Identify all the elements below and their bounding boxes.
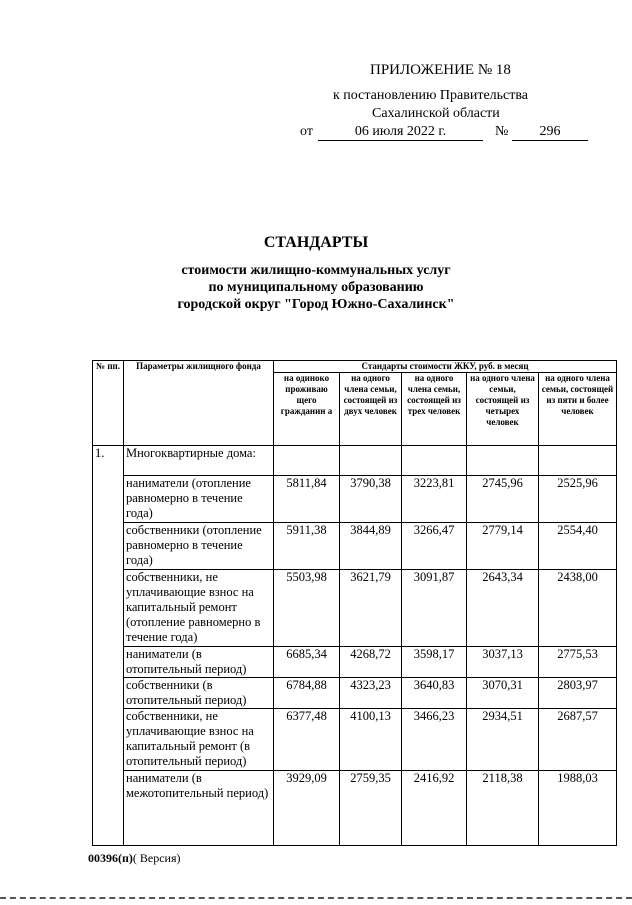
row-value: 4100,13 bbox=[340, 709, 402, 771]
row-value: 2416,92 bbox=[402, 771, 467, 846]
header-number: № пп. bbox=[93, 361, 124, 446]
row-value: 2525,96 bbox=[539, 476, 617, 523]
row-value: 2775,53 bbox=[539, 647, 617, 678]
subheader-1: на одиноко проживаю щего гражданин а bbox=[274, 373, 340, 446]
row-value: 3037,13 bbox=[467, 647, 539, 678]
row-value: 2745,96 bbox=[467, 476, 539, 523]
row-value: 4323,23 bbox=[340, 678, 402, 709]
row-value: 3929,09 bbox=[274, 771, 340, 846]
row-value: 6784,88 bbox=[274, 678, 340, 709]
document-title: СТАНДАРТЫ bbox=[263, 234, 369, 251]
row-value: 3091,87 bbox=[402, 570, 467, 647]
row-value: 2643,34 bbox=[467, 570, 539, 647]
row-value: 3621,79 bbox=[340, 570, 402, 647]
subheader-3: на одного члена семьи, состоящей из трех человек bbox=[402, 373, 467, 446]
row-value: 4268,72 bbox=[340, 647, 402, 678]
subheader-4: на одного члена семьи, состоящей из четырех человек bbox=[467, 373, 539, 446]
row-param: собственники, не уплачивающие взнос на капитальный ремонт (в отопительный период) bbox=[124, 709, 274, 771]
row-value: 3070,31 bbox=[467, 678, 539, 709]
row-param: собственники (отопление равномерно в течение года) bbox=[124, 523, 274, 570]
document-code: 00396(п) bbox=[88, 851, 133, 865]
table-row bbox=[93, 647, 617, 678]
table-row bbox=[93, 570, 617, 647]
decree-date-number bbox=[300, 124, 600, 142]
section-row bbox=[93, 446, 617, 476]
subheader-5: на одного члена семьи, состоящей из пяти и более человек bbox=[539, 373, 617, 446]
subtitle-line: городской округ "Город Южно-Сахалинск" bbox=[177, 297, 455, 312]
row-value: 5503,98 bbox=[274, 570, 340, 647]
standards-table bbox=[92, 360, 617, 846]
row-value: 6377,48 bbox=[274, 709, 340, 771]
row-value: 3844,89 bbox=[340, 523, 402, 570]
row-value: 3640,83 bbox=[402, 678, 467, 709]
row-value: 2554,40 bbox=[539, 523, 617, 570]
row-value: 2779,14 bbox=[467, 523, 539, 570]
section-number: 1. bbox=[93, 446, 124, 476]
row-value: 2934,51 bbox=[467, 709, 539, 771]
table-row bbox=[93, 771, 617, 846]
row-value: 3790,38 bbox=[340, 476, 402, 523]
row-value: 2803,97 bbox=[539, 678, 617, 709]
table-row bbox=[93, 678, 617, 709]
row-value: 2759,35 bbox=[340, 771, 402, 846]
row-param: собственники, не уплачивающие взнос на капитальный ремонт (отопление равномерно в течение года) bbox=[124, 570, 274, 647]
decree-number: 296 bbox=[512, 124, 588, 141]
table-row bbox=[93, 709, 617, 771]
header-group: Стандарты стоимости ЖКУ, руб. в месяц bbox=[274, 361, 617, 373]
document-version: ( Версия) bbox=[132, 851, 181, 865]
bottom-divider bbox=[0, 897, 632, 899]
decree-reference-line1: к постановлению Правительства bbox=[333, 88, 529, 103]
row-param: наниматели (в отопительный период) bbox=[124, 647, 274, 678]
row-value: 5811,84 bbox=[274, 476, 340, 523]
row-value: 6685,34 bbox=[274, 647, 340, 678]
section-label: Многоквартирные дома: bbox=[124, 446, 274, 476]
subheader-2: на одного члена семьи, состоящей из двух человек bbox=[340, 373, 402, 446]
table-row bbox=[93, 523, 617, 570]
row-value: 2438,00 bbox=[539, 570, 617, 647]
row-value: 2687,57 bbox=[539, 709, 617, 771]
subtitle-line: по муниципальному образованию bbox=[208, 280, 424, 295]
appendix-title: ПРИЛОЖЕНИЕ № 18 bbox=[370, 62, 511, 78]
row-value: 1988,03 bbox=[539, 771, 617, 846]
row-value: 3466,23 bbox=[402, 709, 467, 771]
row-value: 3266,47 bbox=[402, 523, 467, 570]
row-value: 2118,38 bbox=[467, 771, 539, 846]
from-label: от bbox=[300, 124, 313, 139]
row-param: наниматели (в межотопительный период) bbox=[124, 771, 274, 846]
table-row bbox=[93, 476, 617, 523]
row-value: 5911,38 bbox=[274, 523, 340, 570]
header-params: Параметры жилищного фонда bbox=[124, 361, 274, 446]
footer-code bbox=[88, 851, 181, 866]
number-label: № bbox=[495, 124, 509, 139]
row-value: 3223,81 bbox=[402, 476, 467, 523]
decree-date: 06 июля 2022 г. bbox=[318, 124, 483, 141]
row-value: 3598,17 bbox=[402, 647, 467, 678]
row-param: собственники (в отопительный период) bbox=[124, 678, 274, 709]
row-param: наниматели (отопление равномерно в течение года) bbox=[124, 476, 274, 523]
decree-reference-line2: Сахалинской области bbox=[372, 106, 500, 121]
subtitle-line: стоимости жилищно-коммунальных услуг bbox=[181, 263, 451, 278]
